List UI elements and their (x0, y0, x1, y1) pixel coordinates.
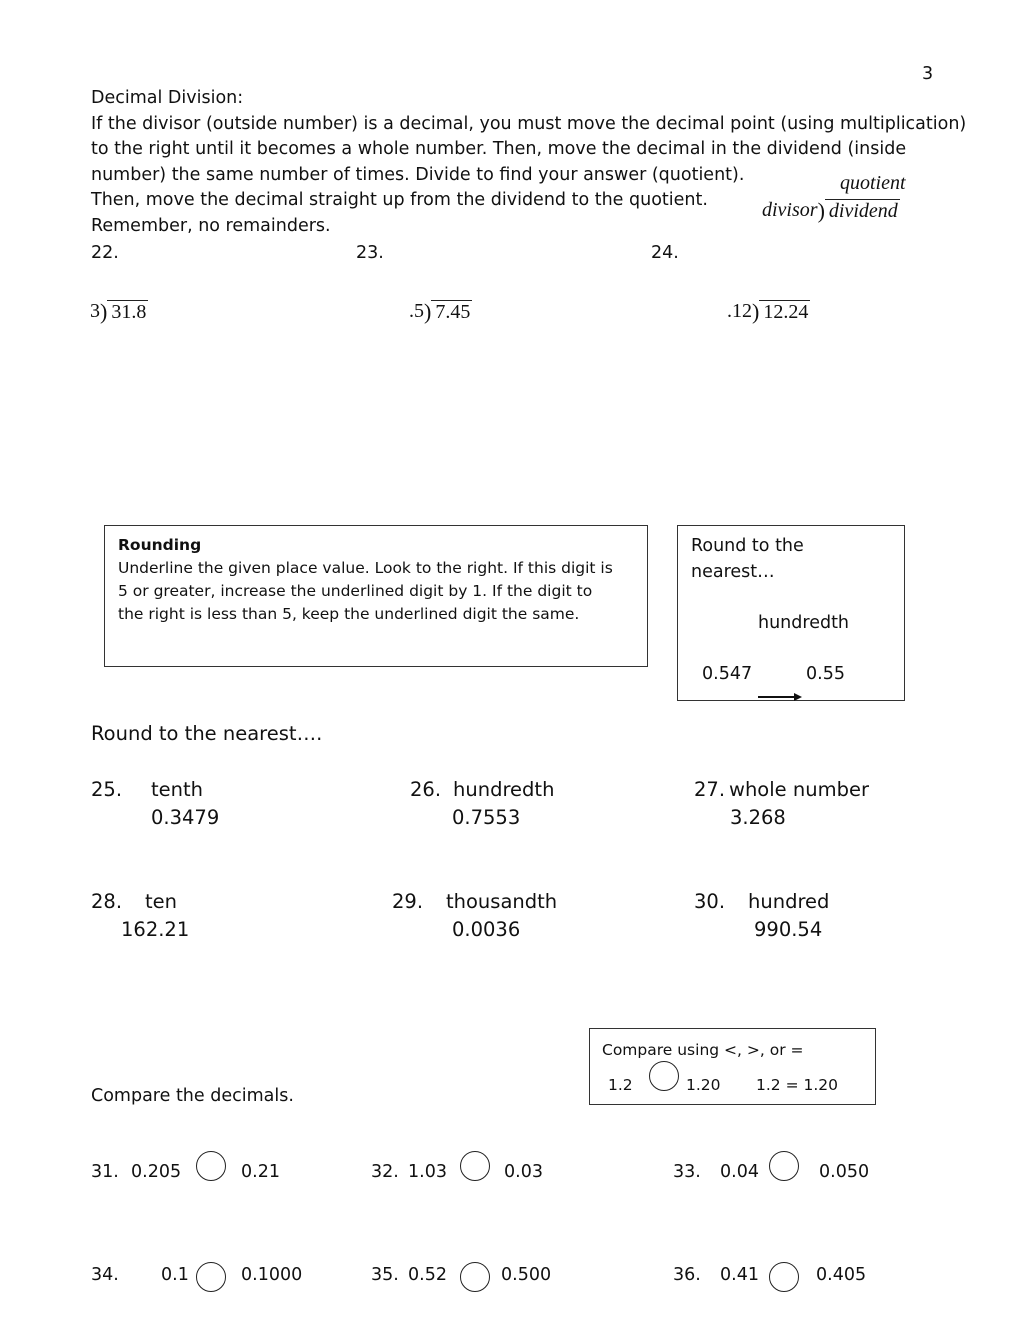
answer-circle[interactable] (460, 1151, 490, 1181)
problem-value: 990.54 (754, 918, 823, 941)
compare-circle-icon (649, 1061, 679, 1091)
problem-number: 33. (673, 1162, 701, 1182)
diagram-quotient: quotient (840, 172, 906, 194)
division-instruction-line: Then, move the decimal straight up from the dividend to the quotient. (91, 190, 708, 210)
compare-left-value: 0.1 (161, 1265, 189, 1285)
long-division-bracket-icon: ) (817, 197, 825, 223)
dividend: 12.24 (759, 300, 810, 323)
problem-number: 26. (410, 778, 442, 801)
diagram-dividend: dividend (825, 199, 900, 222)
long-division-bracket-icon: ) (752, 298, 760, 324)
division-problem-24 (727, 300, 810, 323)
problem-value: 0.0036 (452, 918, 521, 941)
dividend: 31.8 (107, 300, 148, 323)
problem-place: hundred (748, 890, 830, 913)
problem-place: whole number (729, 778, 869, 801)
problem-number: 24. (651, 243, 679, 263)
division-problem-22 (90, 300, 148, 323)
compare-left-value: 0.04 (720, 1162, 759, 1182)
compare-left-value: 1.03 (408, 1162, 447, 1182)
problem-number: 34. (91, 1265, 119, 1285)
rounding-title: Rounding (118, 536, 202, 554)
compare-right-value: 0.03 (504, 1162, 543, 1182)
rounding-rule-line: 5 or greater, increase the underlined digit by 1. If the digit to (118, 582, 593, 600)
compare-left-value: 0.41 (720, 1265, 759, 1285)
division-instruction-line: number) the same number of times. Divide to find your answer (quotient). (91, 165, 745, 185)
example-line: Round to the (691, 536, 804, 556)
problem-place: thousandth (446, 890, 558, 913)
right-arrow-icon (758, 692, 802, 702)
problem-number: 29. (392, 890, 424, 913)
problem-number: 35. (371, 1265, 399, 1285)
problem-place: ten (145, 890, 178, 913)
compare-right-value: 0.405 (816, 1265, 867, 1285)
rounding-rule-box (104, 525, 648, 667)
compare-right-value: 0.500 (501, 1265, 552, 1285)
problem-place: hundredth (453, 778, 555, 801)
problem-number: 31. (91, 1162, 119, 1182)
compare-example-answer: 1.2 = 1.20 (756, 1076, 839, 1094)
divisor: .5 (409, 300, 424, 322)
division-instruction-line: If the divisor (outside number) is a decimal, you must move the decimal point (using multiplication) (91, 114, 967, 134)
dividend: 7.45 (431, 300, 472, 323)
example-line: nearest… (691, 562, 775, 582)
problem-value: 3.268 (730, 806, 786, 829)
long-division-bracket-icon: ) (424, 298, 432, 324)
compare-example-right: 1.20 (686, 1076, 721, 1094)
answer-circle[interactable] (769, 1262, 799, 1292)
rounding-instruction: Round to the nearest…. (91, 722, 323, 745)
problem-value: 162.21 (121, 918, 190, 941)
answer-circle[interactable] (460, 1262, 490, 1292)
compare-right-value: 0.21 (241, 1162, 280, 1182)
compare-example-left: 1.2 (608, 1076, 633, 1094)
example-place: hundredth (758, 613, 850, 633)
problem-number: 36. (673, 1265, 701, 1285)
compare-left-value: 0.52 (408, 1265, 447, 1285)
answer-circle[interactable] (769, 1151, 799, 1181)
problem-number: 23. (356, 243, 384, 263)
long-division-bracket-icon: ) (100, 298, 108, 324)
page-number: 3 (922, 64, 934, 84)
compare-left-value: 0.205 (131, 1162, 182, 1182)
compare-instruction: Compare the decimals. (91, 1086, 294, 1106)
diagram-division-bracket (762, 199, 900, 222)
division-title: Decimal Division: (91, 88, 244, 108)
rounding-rule-line: the right is less than 5, keep the underlined digit the same. (118, 605, 580, 623)
problem-number: 32. (371, 1162, 399, 1182)
diagram-divisor: divisor (762, 199, 818, 221)
division-instruction-line: Remember, no remainders. (91, 216, 331, 236)
problem-number: 25. (91, 778, 123, 801)
rounding-rule-line: Underline the given place value. Look to the right. If this digit is (118, 559, 613, 577)
problem-value: 0.7553 (452, 806, 521, 829)
problem-number: 30. (694, 890, 726, 913)
division-instruction-line: to the right until it becomes a whole number. Then, move the decimal in the dividend (inside (91, 139, 907, 159)
problem-place: tenth (151, 778, 204, 801)
divisor: .12 (727, 300, 752, 322)
problem-number: 28. (91, 890, 123, 913)
example-from-value: 0.547 (702, 664, 753, 684)
rounding-example-box (677, 525, 905, 701)
answer-circle[interactable] (196, 1151, 226, 1181)
divisor: 3 (90, 300, 100, 322)
problem-number: 22. (91, 243, 119, 263)
compare-right-value: 0.050 (819, 1162, 870, 1182)
compare-right-value: 0.1000 (241, 1265, 303, 1285)
division-problem-23 (409, 300, 472, 323)
example-to-value: 0.55 (806, 664, 845, 684)
problem-number: 27. (694, 778, 726, 801)
answer-circle[interactable] (196, 1262, 226, 1292)
problem-value: 0.3479 (151, 806, 220, 829)
compare-example-title: Compare using <, >, or = (602, 1041, 804, 1059)
compare-example-box (589, 1028, 876, 1105)
